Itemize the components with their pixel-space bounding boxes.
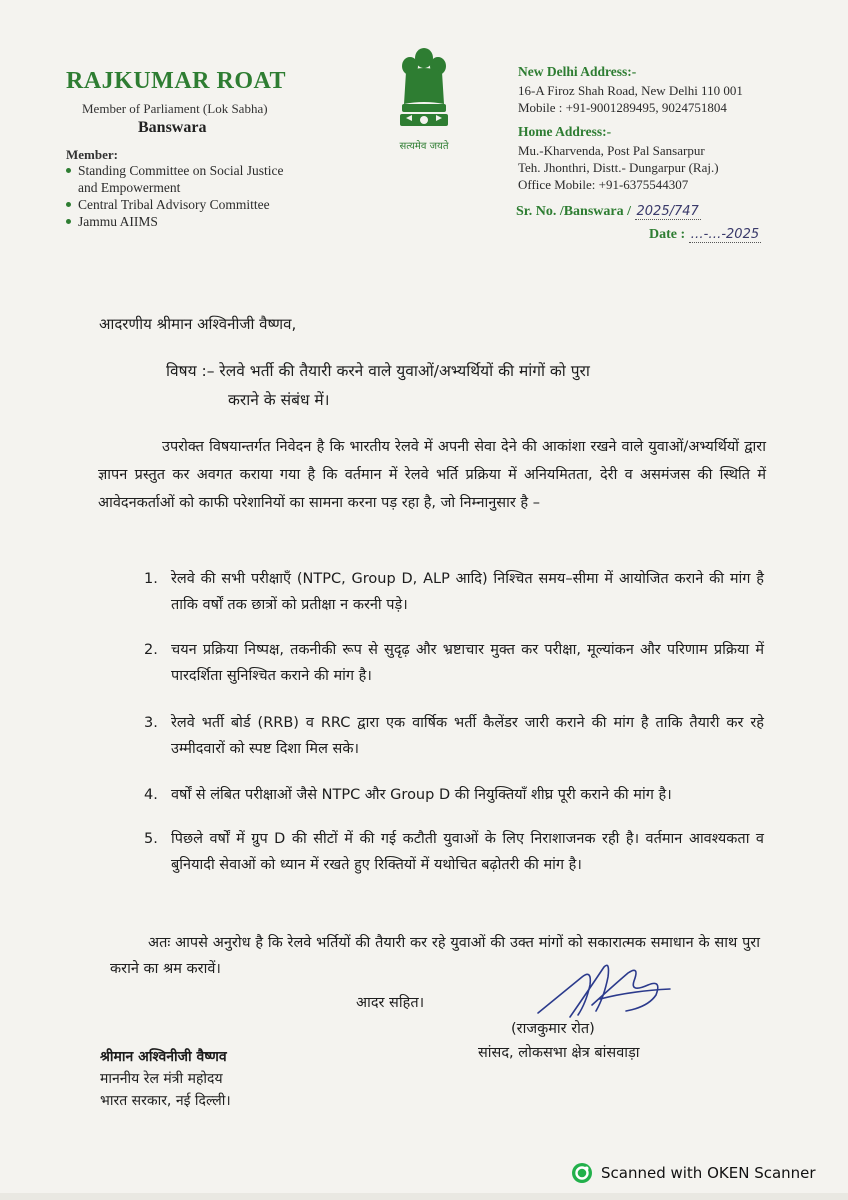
subject-line: विषय :– रेलवे भर्ती की तैयारी करने वाले युवाओं/अभ्यर्थियों की मांगों को पुरा [166,362,590,380]
mp-designation: Member of Parliament (Lok Sabha) [82,101,268,116]
signer-name: (राजकुमार रोत) [511,1021,595,1037]
delhi-mobile: Mobile : +91-9001289495, 9024751804 [518,100,727,115]
member-heading: Member: [66,147,118,162]
home-address-line: Teh. Jhonthri, Distt.- Dungarpur (Raj.) [518,160,719,175]
membership-item: Jammu AIIMS [62,213,283,230]
signature-icon [530,955,680,1025]
salutation: आदरणीय श्रीमान अश्विनीजी वैष्णव, [99,315,297,333]
membership-item: Standing Committee on Social Justice [62,162,283,179]
home-address-heading: Home Address:- [518,124,612,139]
demand-item: 1. रेलवे की सभी परीक्षाएँ (NTPC, Group D, ALP आदि) निश्चित समय–सीमा में आयोजित कराने की मांग है ताकि वर्षों तक छात्रों को प्रतीक्षा न करनी पड़े। [144,571,764,613]
intro-paragraph: उपरोक्त विषयान्तर्गत निवेदन है कि भारतीय रेलवे में अपनी सेवा देने की आकांशा रखने वाले युवाओं/अभ्यर्थियों द्वारा ज्ञापन प्रस्तुत कर अवगत कराया गया है कि वर्तमान में रेलवे भर्ति प्रक्रिया में अनियमितता, देरी व असमंजस की स्थिति में आवेदनकर्ताओं को काफी परेशानियों का सामना करना पड़ रहा है, जो निम्नानुसार है – [98,439,766,511]
membership-item-continued: and Empowerment [78,180,181,195]
page-edge [0,1193,848,1200]
delhi-address-heading: New Delhi Address:- [518,64,637,79]
serial-number: Sr. No. /Banswara / 2025/747 [516,204,699,219]
office-mobile: Office Mobile: +91-6375544307 [518,177,689,192]
closing-request: अतः आपसे अनुरोध है कि रेलवे भर्तियों की तैयारी कर रहे युवाओं की उक्त मांगों को सकारात्मक समाधान के साथ पुरा कराने का श्रम करावें। [110,935,760,977]
scanner-label: Scanned with OKEN Scanner [601,1164,816,1182]
subject-line: कराने के संबंध में। [228,391,330,409]
demand-item: 5. पिछले वर्षों में ग्रुप D की सीटों में की गई कटौती युवाओं के लिए निराशाजनक रही है। वर्तमान आवश्यकता व बुनियादी सेवाओं को ध्यान में रखते हुए रिक्तियों में यथोचित बढ़ोतरी की मांग है। [144,831,764,873]
bullet-icon [66,202,71,207]
delhi-address-line: 16-A Firoz Shah Road, New Delhi 110 001 [518,83,743,98]
home-address-line: Mu.-Kharvenda, Post Pal Sansarpur [518,143,705,158]
scanner-logo-icon [571,1162,593,1184]
signer-title: सांसद, लोकसभा क्षेत्र बांसवाड़ा [478,1045,640,1061]
mp-constituency: Banswara [138,119,207,136]
emblem-motto: सत्यमेव जयते [399,141,449,152]
recipient-block [100,1046,231,1112]
letter-date-value: …-…-2025 [690,227,760,242]
subject [166,357,766,415]
demand-item: 3. रेलवे भर्ती बोर्ड (RRB) व RRC द्वारा एक वार्षिक भर्ती कैलेंडर जारी कराने की मांग है ताकि तैयारी कर रहे उम्मीदवारों को स्पष्ट दिशा मिल सके। [144,715,764,757]
serial-number-value: 2025/747 [636,204,699,219]
membership-item: Central Tribal Advisory Committee [62,196,283,213]
demand-item: 4. वर्षों से लंबित परीक्षाओं जैसे NTPC और Group D की नियुक्तियाँ शीघ्र पूरी कराने की मांग है। [144,787,672,803]
scanner-watermark [571,1162,816,1184]
letter-date: Date : …-…-2025 [649,227,760,242]
mp-name: RAJKUMAR ROAT [66,68,287,94]
demands-list [144,566,764,878]
recipient-name: श्रीमान अश्विनीजी वैष्णव [100,1049,227,1065]
recipient-designation: माननीय रेल मंत्री महोदय [100,1071,223,1087]
demand-item: 2. चयन प्रक्रिया निष्पक्ष, तकनीकी रूप से सुदृढ़ और भ्रष्टाचार मुक्त कर परीक्षा, मूल्यांकन और परिणाम प्रक्रिया में पारदर्शिता सुनिश्चित कराने की मांग है। [144,642,764,684]
bullet-icon [66,168,71,173]
recipient-office: भारत सरकार, नई दिल्ली। [100,1093,231,1109]
membership-list [62,162,283,230]
bullet-icon [66,219,71,224]
regards: आदर सहित। [356,995,425,1011]
national-emblem-icon [392,42,456,152]
